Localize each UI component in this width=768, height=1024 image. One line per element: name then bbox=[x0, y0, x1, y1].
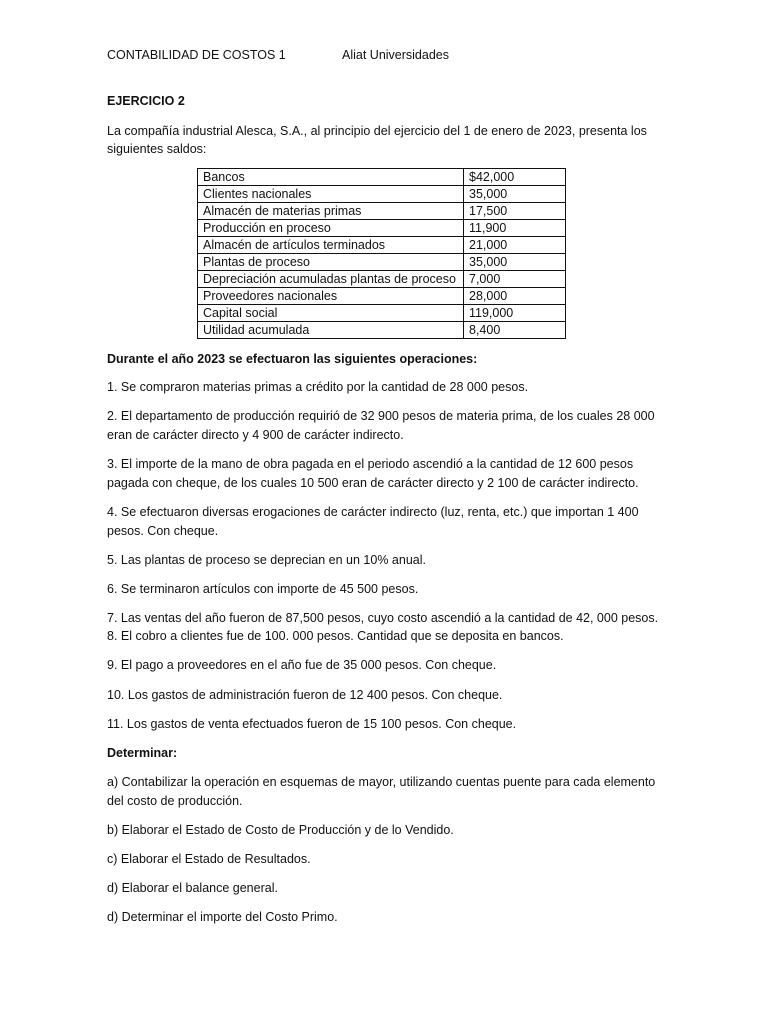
task-item: a) Contabilizar la operación en esquemas de mayor, utilizando cuentas puente para cada elemento del costo de producción. bbox=[107, 775, 656, 808]
account-name: Proveedores nacionales bbox=[198, 288, 464, 305]
balance-row bbox=[198, 322, 566, 339]
balance-row bbox=[198, 203, 566, 220]
operation-item: 11. Los gastos de venta efectuados fueron de 15 100 pesos. Con cheque. bbox=[107, 717, 517, 731]
account-name: Capital social bbox=[198, 305, 464, 322]
account-name: Almacén de materias primas bbox=[198, 203, 464, 220]
operation-item: 9. El pago a proveedores en el año fue de 35 000 pesos. Con cheque. bbox=[107, 658, 497, 672]
balance-row bbox=[198, 186, 566, 203]
intro-paragraph: La compañía industrial Alesca, S.A., al principio del ejercicio del 1 de enero de 2023, presenta los siguientes saldos: bbox=[107, 124, 647, 156]
task-item: d) Determinar el importe del Costo Primo. bbox=[107, 910, 338, 924]
balance-row bbox=[198, 220, 566, 237]
account-amount: 7,000 bbox=[464, 271, 566, 288]
balance-row bbox=[198, 169, 566, 186]
operation-item: 2. El departamento de producción requirió de 32 900 pesos de materia prima, de los cuales 28 000 eran de carácter directo y 4 900 de carácter indirecto. bbox=[107, 409, 655, 442]
balance-row bbox=[198, 288, 566, 305]
task-item: b) Elaborar el Estado de Costo de Producción y de lo Vendido. bbox=[107, 823, 454, 837]
determine-heading: Determinar: bbox=[107, 746, 178, 760]
account-amount: 21,000 bbox=[464, 237, 566, 254]
account-name: Depreciación acumuladas plantas de proceso bbox=[198, 271, 464, 288]
balance-row bbox=[198, 254, 566, 271]
account-amount: 8,400 bbox=[464, 322, 566, 339]
account-amount: 35,000 bbox=[464, 254, 566, 271]
account-amount: $42,000 bbox=[464, 169, 566, 186]
operation-item: 3. El importe de la mano de obra pagada en el periodo ascendió a la cantidad de 12 600 pesos pagada con cheque, de los cuales 10 500 eran de carácter directo y 2 100 de carácter indirecto. bbox=[107, 457, 639, 490]
account-amount: 28,000 bbox=[464, 288, 566, 305]
task-item: c) Elaborar el Estado de Resultados. bbox=[107, 852, 311, 866]
balance-row bbox=[198, 237, 566, 254]
exercise-title: EJERCICIO 2 bbox=[107, 94, 185, 108]
operation-item: 5. Las plantas de proceso se deprecian en un 10% anual. bbox=[107, 553, 426, 567]
balances-table bbox=[197, 168, 566, 339]
task-item: d) Elaborar el balance general. bbox=[107, 881, 278, 895]
account-name: Plantas de proceso bbox=[198, 254, 464, 271]
balance-row bbox=[198, 271, 566, 288]
institution-name: Aliat Universidades bbox=[342, 48, 449, 62]
account-name: Bancos bbox=[198, 169, 464, 186]
account-amount: 35,000 bbox=[464, 186, 566, 203]
operation-item: 6. Se terminaron artículos con importe de 45 500 pesos. bbox=[107, 582, 419, 596]
course-name: CONTABILIDAD DE COSTOS 1 bbox=[107, 48, 286, 62]
operation-item: 7. Las ventas del año fueron de 87,500 pesos, cuyo costo ascendió a la cantidad de 42, 000 pesos. bbox=[107, 611, 659, 625]
account-name: Producción en proceso bbox=[198, 220, 464, 237]
operation-item: 8. El cobro a clientes fue de 100. 000 pesos. Cantidad que se deposita en bancos. bbox=[107, 629, 564, 643]
balance-row bbox=[198, 305, 566, 322]
account-amount: 17,500 bbox=[464, 203, 566, 220]
page-header bbox=[107, 48, 667, 64]
operation-item: 1. Se compraron materias primas a crédito por la cantidad de 28 000 pesos. bbox=[107, 380, 529, 394]
account-name: Clientes nacionales bbox=[198, 186, 464, 203]
account-name: Utilidad acumulada bbox=[198, 322, 464, 339]
account-amount: 119,000 bbox=[464, 305, 566, 322]
operations-heading: Durante el año 2023 se efectuaron las siguientes operaciones: bbox=[107, 352, 478, 366]
operation-item: 4. Se efectuaron diversas erogaciones de carácter indirecto (luz, renta, etc.) que importan 1 400 pesos. Con cheque. bbox=[107, 505, 639, 538]
operation-item: 10. Los gastos de administración fueron de 12 400 pesos. Con cheque. bbox=[107, 688, 503, 702]
account-name: Almacén de artículos terminados bbox=[198, 237, 464, 254]
account-amount: 11,900 bbox=[464, 220, 566, 237]
